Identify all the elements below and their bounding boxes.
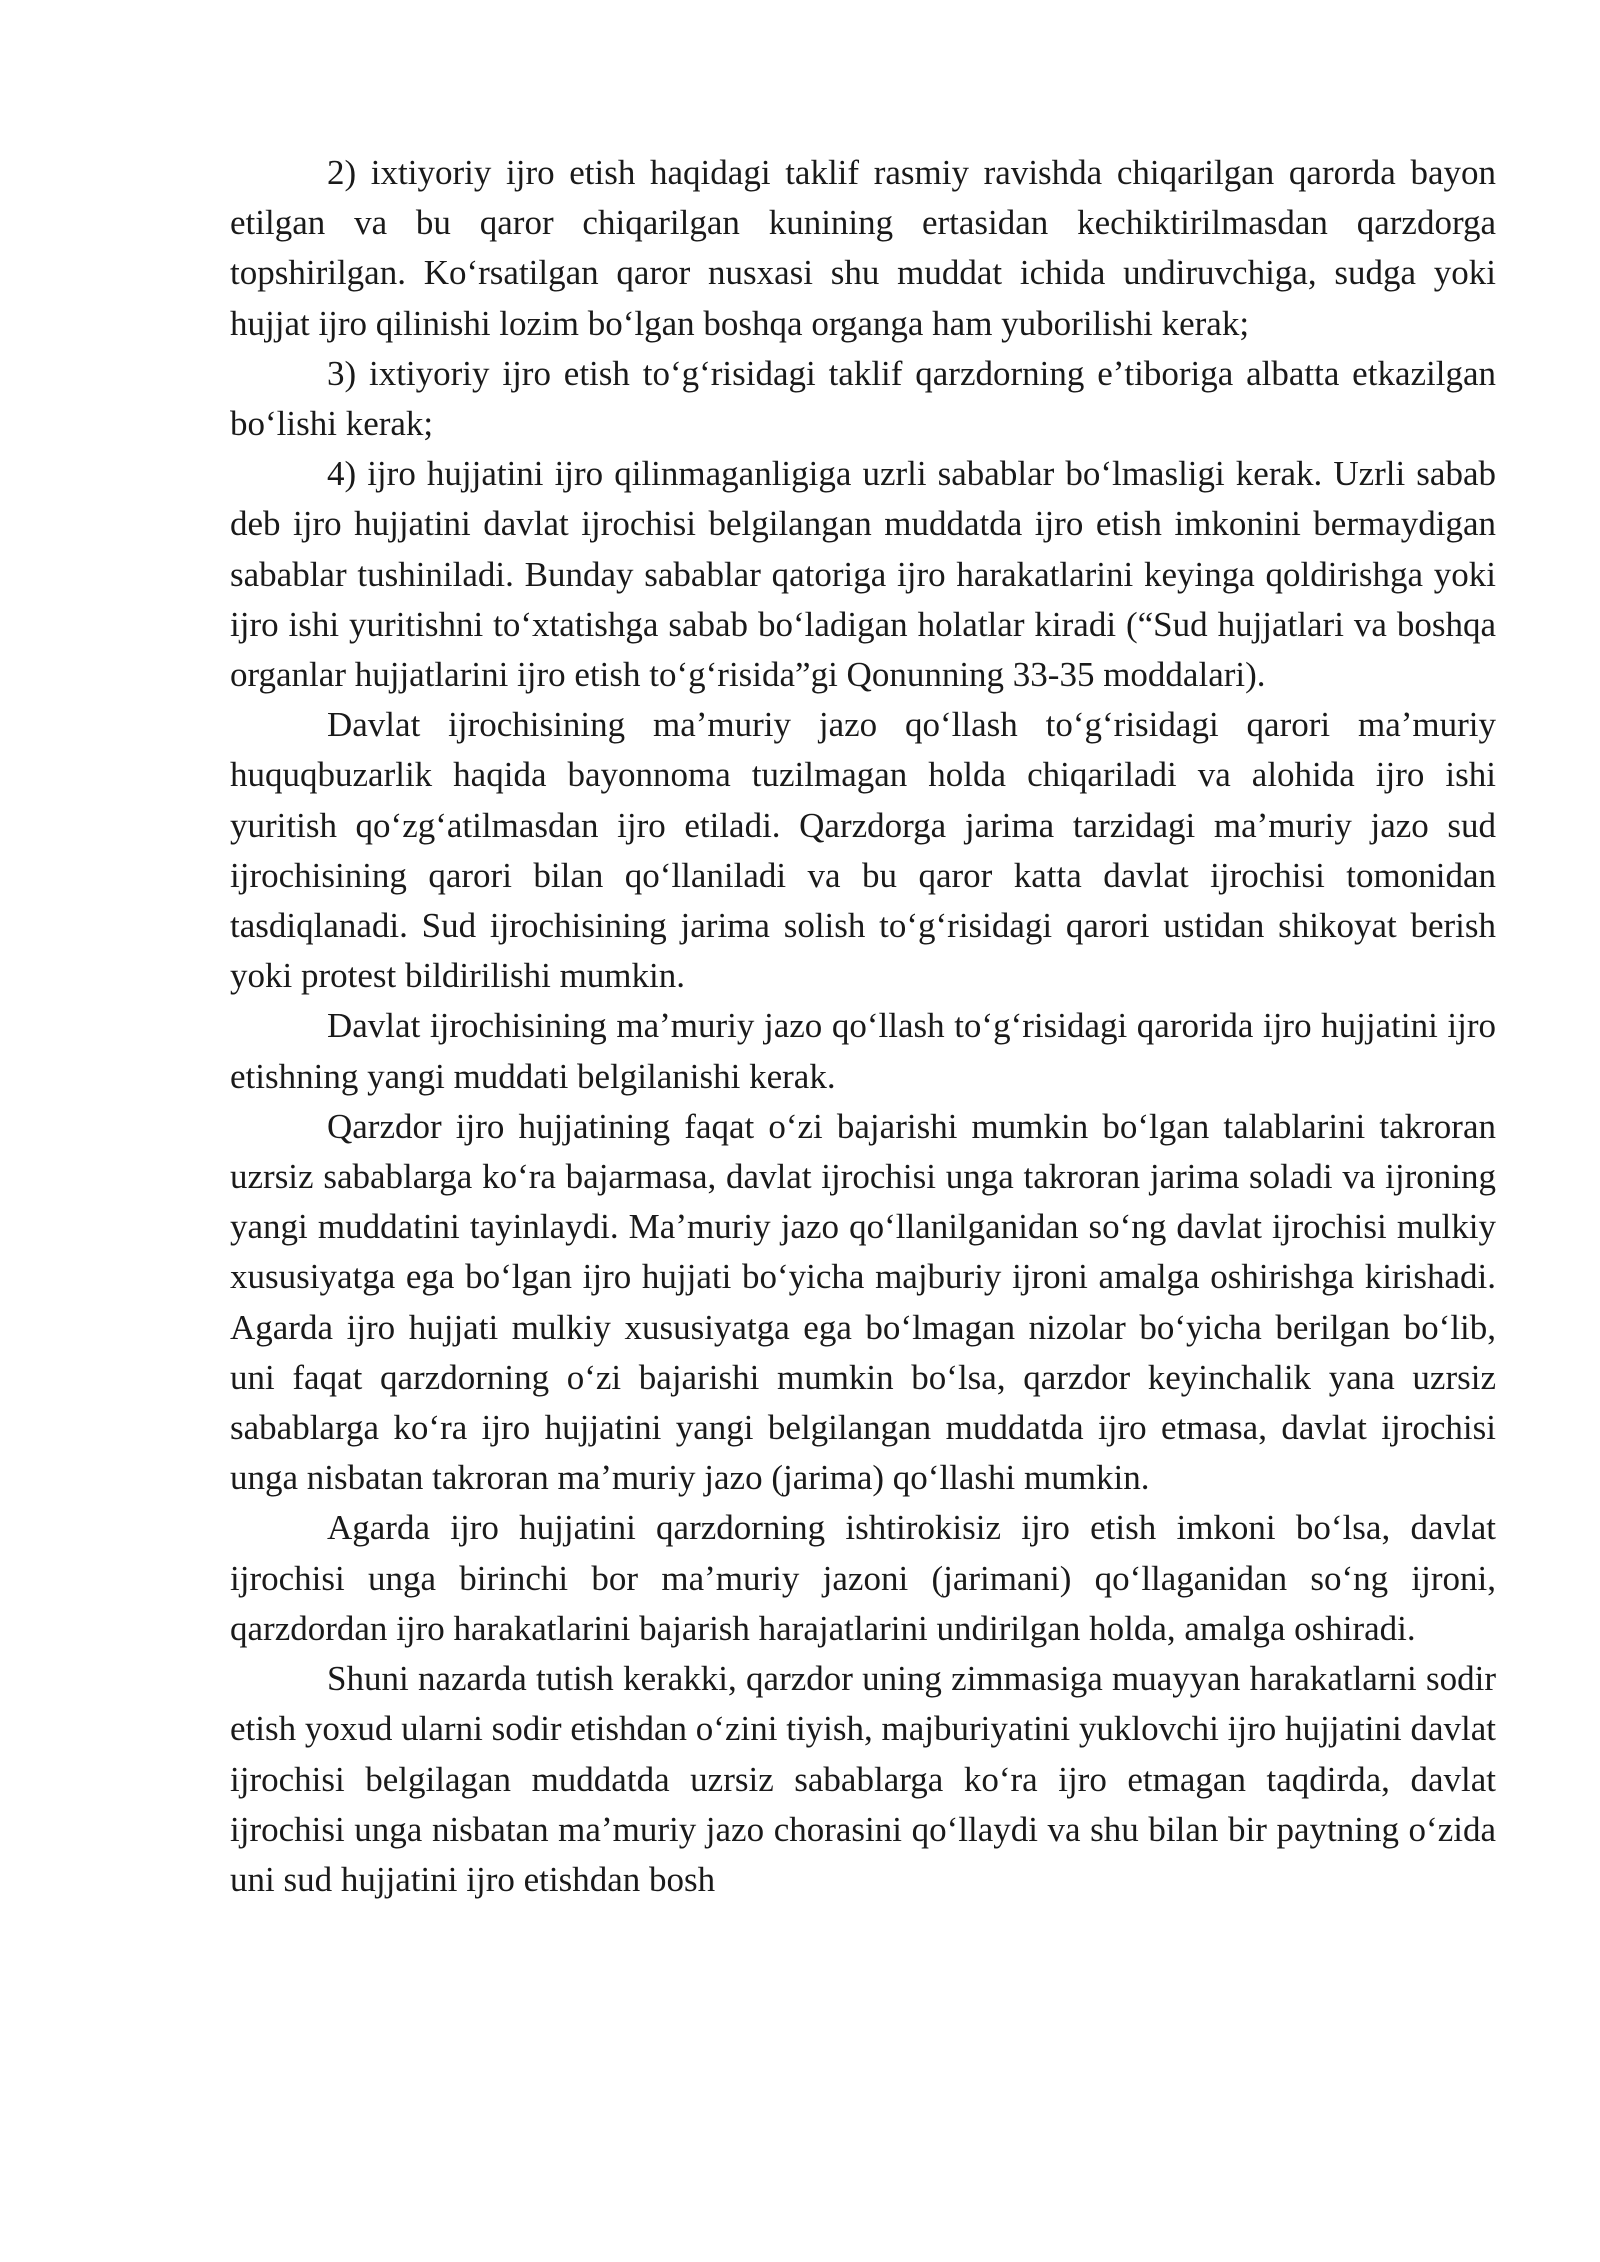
- paragraph-item-3: 3) ixtiyoriy ijro etish toʻgʻrisidagi taklif qarzdorning eʼtiboriga albatta etkazilgan boʻlishi kerak;: [230, 353, 1496, 444]
- paragraph-repeated-penalty: Qarzdor ijro hujjatining faqat oʻzi bajarishi mumkin boʻlgan talablarini takroran uzrsiz sabablarga koʻra bajarmasa, davlat ijrochisi unga takroran jarima soladi va ijroning yangi muddatini tayinlaydi. Maʼmuriy jazo qoʻllanilganidan soʻng davlat ijrochisi mulkiy xususiyatga ega boʻlgan ijro hujjati boʻyicha majburiy ijroni amalga oshirishga kirishadi. Agarda ijro hujjati mulkiy xususiyatga ega boʻlmagan nizolar boʻyicha berilgan boʻlib, uni faqat qarzdorning oʻzi bajarishi mumkin boʻlsa, qarzdor keyinchalik yana uzrsiz sabablarga koʻra ijro hujjatini yangi belgilangan muddatda ijro etmasa, davlat ijrochisi unga nisbatan takroran maʼmuriy jazo (jarima) qoʻllashi mumkin.: [230, 1106, 1496, 1498]
- paragraph-penalty-decision: Davlat ijrochisining maʼmuriy jazo qoʻllash toʻgʻrisidagi qarori maʼmuriy huquqbuzarlik haqida bayonnoma tuzilmagan holda chiqariladi va alohida ijro ishi yuritish qoʻzgʻatilmasdan ijro etiladi. Qarzdorga jarima tarzidagi maʼmuriy jazo sud ijrochisining qarori bilan qoʻllaniladi va bu qaror katta davlat ijrochisi tomonidan tasdiqlanadi. Sud ijrochisining jarima solish toʻgʻrisidagi qarori ustidan shikoyat berish yoki protest bildirilishi mumkin.: [230, 705, 1496, 996]
- paragraph-item-2: 2) ixtiyoriy ijro etish haqidagi taklif rasmiy ravishda chiqarilgan qarorda bayon etilgan va bu qaror chiqarilgan kunining ertasidan kechiktirilmasdan qarzdorga topshirilgan. Koʻrsatilgan qaror nusxasi shu muddat ichida undiruvchiga, sudga yoki hujjat ijro qilinishi lozim boʻlgan boshqa organga ham yuborilishi kerak;: [230, 153, 1496, 343]
- paragraph-note: Shuni nazarda tutish kerakki, qarzdor uning zimmasiga muayyan harakatlarni sodir etish yoxud ularni sodir etishdan oʻzini tiyish, majburiyatini yuklovchi ijro hujjatini davlat ijrochisi belgilagan muddatda uzrsiz sabablarga koʻra ijro etmagan taqdirda, davlat ijrochisi unga nisbatan maʼmuriy jazo chorasini qoʻllaydi va shu bilan bir paytning oʻzida uni sud hujjatini ijro etishdan bosh: [230, 1659, 1496, 1899]
- paragraph-item-4: 4) ijro hujjatini ijro qilinmaganligiga uzrli sabablar boʻlmasligi kerak. Uzrli sabab deb ijro hujjatini davlat ijrochisi belgilangan muddatda ijro etish imkonini bermaydigan sabablar tushiniladi. Bunday sabablar qatoriga ijro harakatlarini keyinga qoldirishga yoki ijro ishi yuritishni toʻxtatishga sabab boʻladigan holatlar kiradi (“Sud hujjatlari va boshqa organlar hujjatlarini ijro etish toʻgʻrisida”gi Qonunning 33-35 moddalari).: [230, 454, 1496, 695]
- paragraph-execution-without-debtor: Agarda ijro hujjatini qarzdorning ishtirokisiz ijro etish imkoni boʻlsa, davlat ijrochisi unga birinchi bor maʼmuriy jazoni (jarimani) qoʻllaganidan soʻng ijroni, qarzdordan ijro harakatlarini bajarish harajatlarini undirilgan holda, amalga oshiradi.: [230, 1508, 1496, 1648]
- document-page: [230, 148, 1496, 1905]
- paragraph-new-deadline: Davlat ijrochisining maʼmuriy jazo qoʻllash toʻgʻrisidagi qarorida ijro hujjatini ijro etishning yangi muddati belgilanishi kerak.: [230, 1006, 1496, 1096]
